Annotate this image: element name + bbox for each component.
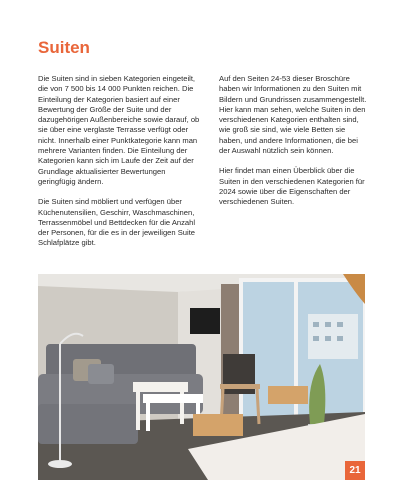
page-title: Suiten <box>38 38 90 57</box>
paragraph: Auf den Seiten 24-53 dieser Broschüre haben wir Informationen zu den Suiten mit Bildern und Grundrissen zusammengestellt. Hier kann man sehen, welche Suiten in den verschiedenen Kategorien enthalten sind, wie groß sie sind, wie viele Betten sie haben, und andere Informationen, die bei der Auswahl nützlich sein können. <box>219 74 367 156</box>
page-number: 21 <box>345 461 365 480</box>
dining-chair <box>268 386 308 404</box>
paragraph: Die Suiten sind möbliert und verfügen über Küchenutensilien, Geschirr, Waschmaschinen, Terrassenmöbel und Bettdecken für die Anzahl der Personen, für die es in der jeweiligen Suite Schlafplätze gibt. <box>38 197 196 248</box>
coffee-table <box>133 382 188 392</box>
dining-chair <box>193 414 243 436</box>
sofa <box>46 344 196 379</box>
right-text-column <box>219 74 369 218</box>
left-text-column <box>38 74 203 259</box>
living-room-illustration <box>38 274 365 480</box>
paragraph: Hier findet man einen Überblick über die Suiten in den verschiedenen Kategorien für 2024 sowie über die Eigenschaften der verschiedenen Suiten. <box>219 166 365 207</box>
tv <box>190 308 220 334</box>
paragraph: Die Suiten sind in sieben Kategorien eingeteilt, die von 7 500 bis 14 000 Punkten reichen. Die Einteilung der Kategorien basiert auf einer Bewertung der Größe der Suite und der dazugehörigen Außenbereiche sowie darauf, ob sie über eine verglaste Terrasse verfügt oder nicht. Innerhalb einer Punktkategorie kann man mehrere Varianten finden. Die Einteilung der Kategorien kann sich im Laufe der Zeit auf der Grundlage aktualisierter Bewertungen geringfügig ändern. <box>38 74 200 186</box>
suite-living-room-photo <box>38 274 365 480</box>
